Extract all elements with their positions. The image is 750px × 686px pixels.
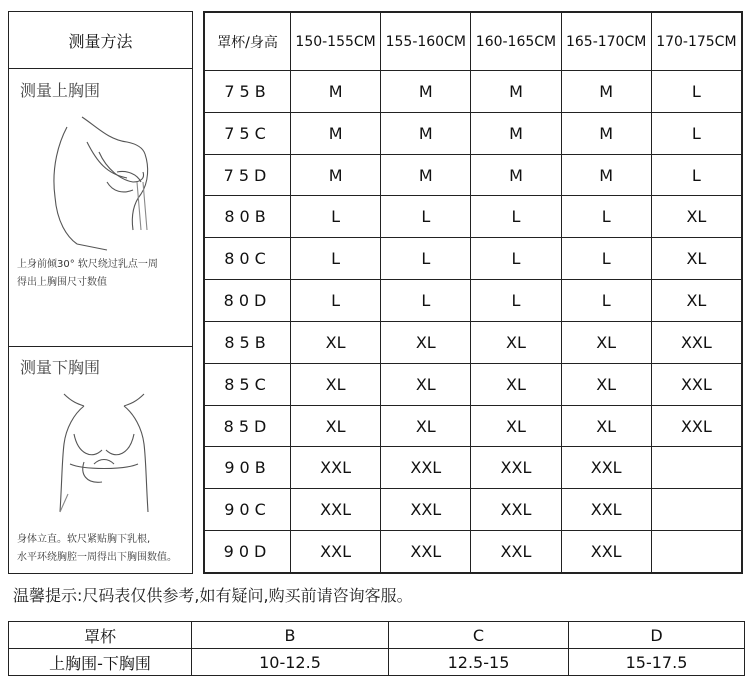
size-cell: M (291, 154, 381, 196)
size-cell: XXL (651, 321, 741, 363)
corner-header: 罩杯/身高 (205, 13, 291, 71)
section-divider (9, 346, 192, 347)
size-cell: L (471, 238, 561, 280)
size-cell: XXL (291, 531, 381, 573)
size-cell: M (471, 71, 561, 113)
size-chart (203, 11, 743, 574)
size-row (205, 238, 742, 280)
size-cell: XXL (291, 489, 381, 531)
cup-size-cell: 80D (205, 280, 291, 322)
size-cell (651, 489, 741, 531)
size-cell: XXL (471, 531, 561, 573)
size-cell: L (561, 196, 651, 238)
cup-header-cell: D (569, 622, 745, 649)
size-cell: XXL (651, 405, 741, 447)
size-cell: XL (291, 321, 381, 363)
size-row (205, 489, 742, 531)
lower-bust-instructions (17, 531, 177, 567)
cup-value-row (9, 649, 745, 676)
size-cell: XL (651, 280, 741, 322)
size-cell: XL (561, 363, 651, 405)
size-cell: XL (651, 238, 741, 280)
size-cell: XL (651, 196, 741, 238)
cup-size-cell: 75C (205, 112, 291, 154)
cup-size-cell: 75B (205, 71, 291, 113)
size-cell: XL (381, 321, 471, 363)
size-row (205, 280, 742, 322)
size-cell: XXL (381, 531, 471, 573)
size-cell: M (291, 112, 381, 154)
cup-size-cell: 80B (205, 196, 291, 238)
lower-note-line-2: 水平环绕胸腔一周得出下胸围数值。 (17, 552, 177, 563)
size-cell: XXL (651, 363, 741, 405)
notice-text: 温馨提示:尺码表仅供参考,如有疑问,购买前请咨询客服。 (13, 586, 413, 605)
upper-bust-title: 测量上胸围 (20, 81, 101, 100)
size-cell: M (561, 71, 651, 113)
cup-difference-table (8, 621, 745, 676)
size-cell (651, 447, 741, 489)
size-cell: L (291, 238, 381, 280)
size-cell: M (561, 112, 651, 154)
cup-header-label: 罩杯 (9, 622, 192, 649)
cup-size-cell: 90C (205, 489, 291, 531)
cup-size-cell: 80C (205, 238, 291, 280)
cup-size-cell: 85B (205, 321, 291, 363)
size-cell: L (651, 71, 741, 113)
size-cell: L (381, 196, 471, 238)
size-cell: M (381, 112, 471, 154)
size-cell: XXL (561, 447, 651, 489)
size-row (205, 154, 742, 196)
cup-header-cell: B (192, 622, 389, 649)
size-cell: XXL (471, 447, 561, 489)
size-row (205, 405, 742, 447)
height-column-header: 150-155CM (291, 13, 381, 71)
size-cell: M (561, 154, 651, 196)
size-cell: L (561, 238, 651, 280)
size-row (205, 112, 742, 154)
size-cell: XL (381, 363, 471, 405)
size-row (205, 363, 742, 405)
size-cell: XL (291, 363, 381, 405)
cup-header-row (9, 622, 745, 649)
lower-note-line-1: 身体立直。软尺紧贴胸下乳根, (17, 534, 151, 545)
cup-value-cell: 15-17.5 (569, 649, 745, 676)
size-cell: XL (381, 405, 471, 447)
size-cell: L (381, 280, 471, 322)
size-cell: M (381, 71, 471, 113)
size-cell: XXL (381, 489, 471, 531)
size-cell: M (471, 154, 561, 196)
cup-header-cell: C (389, 622, 569, 649)
size-cell: XL (471, 321, 561, 363)
size-row (205, 71, 742, 113)
size-cell: L (381, 238, 471, 280)
size-cell: XL (291, 405, 381, 447)
cup-size-cell: 85D (205, 405, 291, 447)
cup-value-cell: 12.5-15 (389, 649, 569, 676)
size-cell: L (471, 280, 561, 322)
size-cell: M (381, 154, 471, 196)
size-cell: M (291, 71, 381, 113)
size-cell: XXL (381, 447, 471, 489)
size-row (205, 447, 742, 489)
size-cell: L (291, 196, 381, 238)
size-cell: L (291, 280, 381, 322)
upper-note-line-1: 上身前倾30° 软尺绕过乳点一周 (17, 259, 158, 270)
size-cell: XL (471, 363, 561, 405)
cup-value-label: 上胸围-下胸围 (9, 649, 192, 676)
size-row (205, 531, 742, 573)
height-column-header: 170-175CM (651, 13, 741, 71)
size-cell: XXL (291, 447, 381, 489)
size-cell: XXL (561, 489, 651, 531)
height-column-header: 165-170CM (561, 13, 651, 71)
size-cell: L (561, 280, 651, 322)
upper-bust-instructions (17, 256, 158, 292)
measurement-method-title: 测量方法 (9, 12, 192, 69)
cup-size-cell: 75D (205, 154, 291, 196)
size-cell: L (651, 112, 741, 154)
height-column-header: 160-165CM (471, 13, 561, 71)
size-cell (651, 531, 741, 573)
size-chart-table (204, 12, 742, 573)
lower-bust-title: 测量下胸围 (20, 358, 101, 377)
upper-bust-illustration (37, 112, 177, 252)
cup-difference-chart (8, 621, 745, 676)
upper-note-line-2: 得出上胸围尺寸数值 (17, 277, 107, 288)
cup-size-cell: 85C (205, 363, 291, 405)
size-row (205, 321, 742, 363)
size-row (205, 196, 742, 238)
cup-size-cell: 90B (205, 447, 291, 489)
size-cell: XXL (471, 489, 561, 531)
size-cell: L (651, 154, 741, 196)
lower-bust-illustration (44, 384, 164, 516)
cup-size-cell: 90D (205, 531, 291, 573)
size-chart-header-row (205, 13, 742, 71)
height-column-header: 155-160CM (381, 13, 471, 71)
size-cell: L (471, 196, 561, 238)
size-cell: XL (561, 405, 651, 447)
size-cell: M (471, 112, 561, 154)
measurement-method-panel (8, 11, 193, 574)
cup-value-cell: 10-12.5 (192, 649, 389, 676)
size-cell: XXL (561, 531, 651, 573)
size-cell: XL (471, 405, 561, 447)
size-cell: XL (561, 321, 651, 363)
